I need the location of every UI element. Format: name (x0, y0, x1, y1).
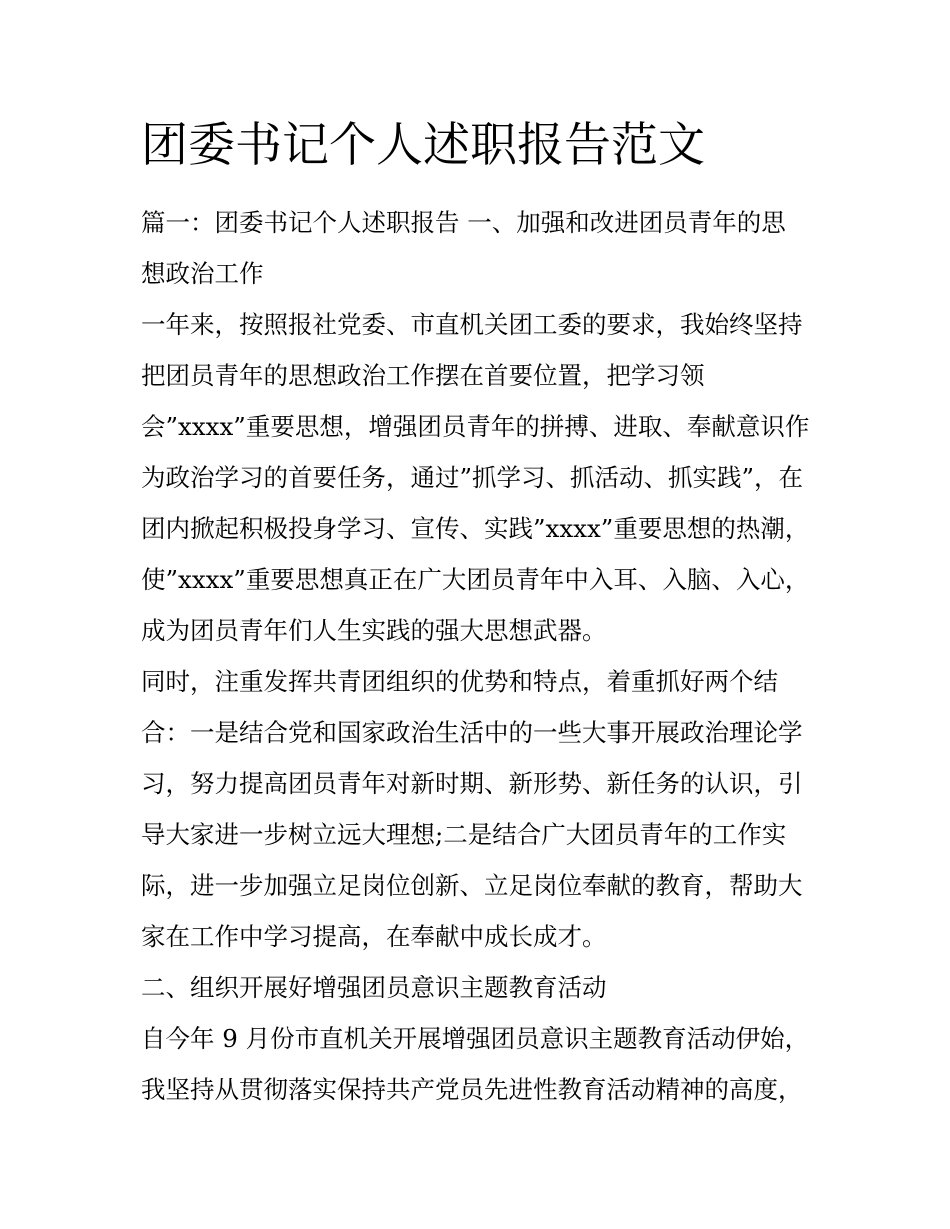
text-line: 一年来，按照报社党委、市直机关团工委的要求，我始终坚持 (141, 310, 803, 339)
text-line: 把团员青年的思想政治工作摆在首要位置，把学习领 (141, 361, 705, 390)
text-line: 成为团员青年们人生实践的强大思想武器。 (141, 616, 607, 645)
text-line: 导大家进一步树立远大理想;二是结合广大团员青年的工作实 (141, 820, 787, 849)
document-body (141, 197, 821, 1115)
text-line: 同时，注重发挥共青团组织的优势和特点，着重抓好两个结 (141, 667, 778, 696)
text-line: 习，努力提高团员青年对新时期、新形势、新任务的认识，引 (141, 769, 803, 798)
text-line: 使”xxxx”重要思想真正在广大团员青年中入耳、入脑、入心， (141, 565, 810, 594)
section-heading: 二、组织开展好增强团员意识主题教育活动 (141, 973, 607, 1002)
text-line: 家在工作中学习提高，在奉献中成长成才。 (141, 922, 607, 951)
document-title: 团委书记个人述职报告范文 (141, 118, 705, 173)
text-line: 团内掀起积极投身学习、宣传、实践”xxxx”重要思想的热潮， (141, 514, 810, 543)
text-line: 会”xxxx”重要思想，增强团员青年的拼搏、进取、奉献意识作 (141, 412, 810, 441)
text-line: 自今年 9 月份市直机关开展增强团员意识主题教育活动伊始， (141, 1024, 810, 1053)
text-line: 我坚持从贯彻落实保持共产党员先进性教育活动精神的高度， (141, 1075, 803, 1104)
text-line: 想政治工作 (141, 259, 264, 288)
text-line: 合：一是结合党和国家政治生活中的一些大事开展政治理论学 (141, 718, 803, 747)
text-line: 篇一：团委书记个人述职报告 一、加强和改进团员青年的思 (141, 208, 786, 237)
text-line: 为政治学习的首要任务，通过”抓学习、抓活动、抓实践”，在 (141, 463, 804, 492)
text-line: 际，进一步加强立足岗位创新、立足岗位奉献的教育，帮助大 (141, 871, 803, 900)
